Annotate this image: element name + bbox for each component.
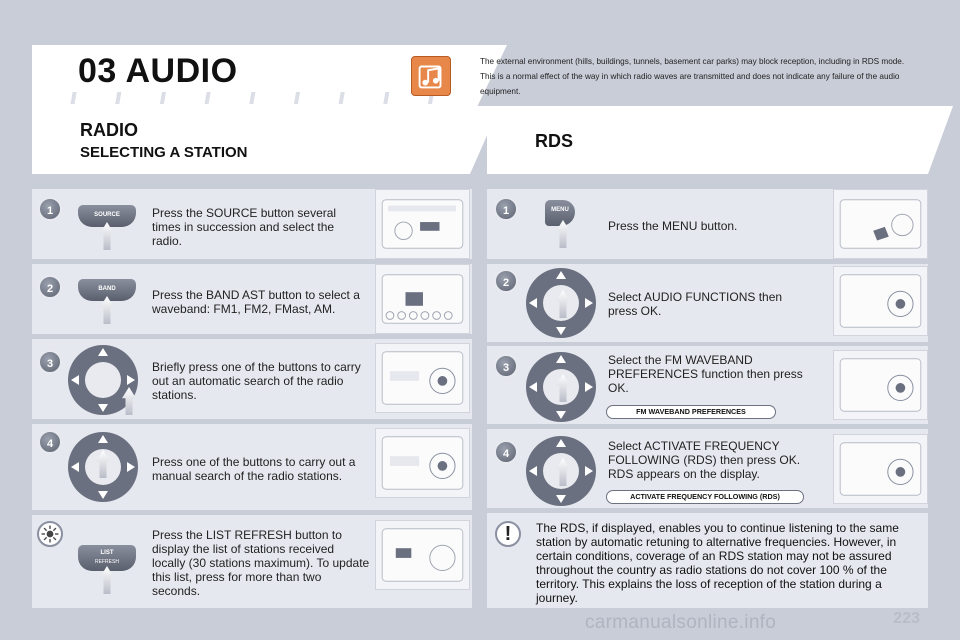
radio-heading: RADIO <box>80 120 138 140</box>
radio-unit-thumbnail <box>833 350 928 420</box>
list-key-label: LIST <box>100 550 114 556</box>
step-number-badge: 2 <box>38 275 62 299</box>
step-number-badge: 4 <box>494 440 518 464</box>
source-key-icon: SOURCE <box>78 205 136 227</box>
radio-unit-thumbnail <box>833 189 928 259</box>
rds-heading: RDS <box>535 131 574 151</box>
band-key-icon: BAND <box>78 279 136 301</box>
tip-light-icon <box>37 521 63 547</box>
refresh-key-label: REFRESH <box>95 559 119 565</box>
rds-warning-text: The RDS, if displayed, enables you to continue listening to the same station by automatic retuning to alternative frequencies. However, in certain conditions, coverage of an RDS station may not be assured throughout the country as radio stations do not cover 100 % of the territory. This explains the loss of reception of the station during a journey. <box>536 521 899 605</box>
radio-unit-thumbnail <box>833 266 928 336</box>
audio-music-icon <box>411 56 451 96</box>
radio-unit-thumbnail <box>833 434 928 504</box>
step-number-badge: 2 <box>494 269 518 293</box>
step-text: Press the SOURCE button several times in succession and select the radio. <box>152 206 337 248</box>
radio-unit-thumbnail <box>375 264 470 334</box>
step-text: Select AUDIO FUNCTIONS then press OK. <box>608 290 783 318</box>
step-number-badge: 1 <box>494 197 518 221</box>
selecting-station-heading: SELECTING A STATION <box>80 144 248 161</box>
step-text: Select ACTIVATE FREQUENCY FOLLOWING (RDS) then press OK. RDS appears on the display. <box>608 439 801 481</box>
tip-text: Press the LIST REFRESH button to display the list of stations received locally (30 stations maximum). To update this list, press for more than two seconds. <box>152 528 370 598</box>
page-number: 223 <box>893 610 920 627</box>
step-number-badge: 4 <box>38 430 62 454</box>
step-number-badge: 3 <box>38 350 62 374</box>
step-text: Press the BAND AST button to select a waveband: FM1, FM2, FMast, AM. <box>152 288 360 316</box>
step-text: Select the FM WAVEBAND PREFERENCES function then press OK. <box>608 353 803 395</box>
radio-unit-thumbnail <box>375 520 470 590</box>
page-title: 03 AUDIO <box>78 52 238 90</box>
step-text: Briefly press one of the buttons to carry out an automatic search of the radio stations. <box>152 360 361 402</box>
menu-key-icon: MENU <box>545 200 575 226</box>
fm-waveband-preferences-label: FM WAVEBAND PREFERENCES <box>606 405 776 419</box>
radio-unit-thumbnail <box>375 428 470 498</box>
step-text: Press one of the buttons to carry out a manual search of the radio stations. <box>152 455 356 483</box>
reception-note: The external environment (hills, buildings, tunnels, basement car parks) may block reception, including in RDS mode. This is a normal effect of the way in which radio waves are transmitted and does not indicate any failure of the audio equipment. <box>480 57 905 96</box>
step-number-badge: 1 <box>38 197 62 221</box>
activate-frequency-following-label: ACTIVATE FREQUENCY FOLLOWING (RDS) <box>606 490 804 504</box>
decorative-stripes <box>32 92 472 104</box>
radio-unit-thumbnail <box>375 189 470 259</box>
watermark: carmanualsonline.info <box>585 612 777 633</box>
exclamation-icon: ! <box>495 521 521 547</box>
step-text: Press the MENU button. <box>608 219 738 233</box>
radio-unit-thumbnail <box>375 343 470 413</box>
step-number-badge: 3 <box>494 354 518 378</box>
